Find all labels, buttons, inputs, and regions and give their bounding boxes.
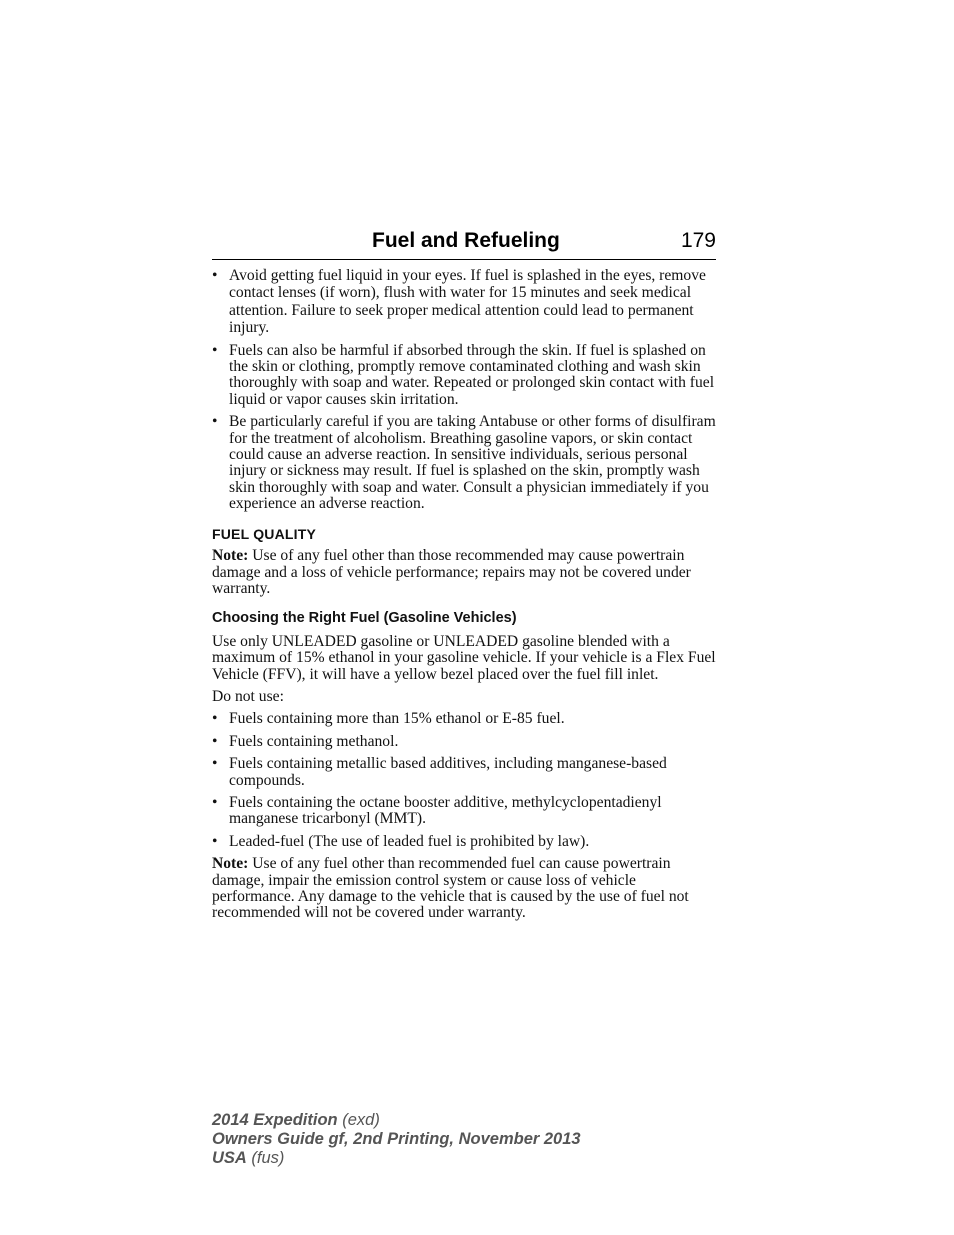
section-heading-fuel-quality: FUEL QUALITY [212,525,317,542]
footer-guide-info: Owners Guide gf, 2nd Printing, November 2013 [212,1130,581,1148]
subsection-heading-choosing-fuel: Choosing the Right Fuel (Gasoline Vehicles) [212,610,517,627]
do-not-use-label: Do not use: [212,687,284,705]
list-item: • Fuels can also be harmful if absorbed through the skin. If fuel is splashed on the skin or clothing, promptly remove contaminated clothing and wash skin thoroughly with soap and water. Repeated or prolonged skin contact with fuel liquid or vapor causes skin irritation. [212,343,718,409]
warranty-note [212,856,718,922]
list-item: • Fuels containing metallic based additives, including manganese-based compounds. [212,756,718,789]
note-label: Note: [212,547,249,565]
note-label: Note: [212,855,249,873]
footer-model: 2014 Expedition [212,1111,338,1129]
footer-region-code: (fus) [246,1149,285,1167]
list-item: • Fuels containing the octane booster additive, methylcyclopentadienyl manganese tricarbonyl (MMT). [212,795,718,828]
list-item: • Fuels containing more than 15% ethanol or E-85 fuel. [212,711,718,727]
choosing-intro: Use only UNLEADED gasoline or UNLEADED gasoline blended with a maximum of 15% ethanol in your gasoline vehicle. If your vehicle is a Flex Fuel Vehicle (FFV), it will have a yellow bezel placed over the fuel fill inlet. [212,632,716,683]
page-content [212,267,718,928]
note-text: Use of any fuel other than recommended fuel can cause powertrain damage, impair the emission control system or cause loss of vehicle performance. Any damage to the vehicle that is caused by the use of fuel not recommended will not be covered under warranty. [212,855,689,922]
chapter-title: Fuel and Refueling [372,229,560,252]
fuel-quality-note [212,548,718,597]
list-item: • Avoid getting fuel liquid in your eyes. If fuel is splashed in the eyes, remove contact lenses (if worn), flush with water for 15 minutes and seek medical attention. Failure to seek proper medical attention could lead to permanent injury. [212,267,718,337]
footer-model-code: (exd) [337,1111,380,1129]
footer-region: USA [212,1149,247,1167]
list-item: • Leaded-fuel (The use of leaded fuel is prohibited by law). [212,834,718,850]
note-text: Use of any fuel other than those recommended may cause powertrain damage and a loss of vehicle performance; repairs may not be covered under warranty. [212,547,691,597]
page-number: 179 [680,229,716,252]
page-header [212,229,716,260]
safety-bullet-list [212,267,718,513]
list-item: • Be particularly careful if you are taking Antabuse or other forms of disulfiram for the treatment of alcoholism. Breathing gasoline vapors, or skin contact could cause an adverse reaction. In sensitive individuals, serious personal injury or sickness may result. If fuel is splashed on the skin, promptly wash skin thoroughly with soap and water. Consult a physician immediately if you experience an adverse reaction. [212,414,718,512]
footer-line-region [212,1149,581,1168]
page-footer [212,1111,581,1168]
footer-line-model [212,1111,581,1130]
footer-line-guide [212,1130,581,1149]
list-item: • Fuels containing methanol. [212,734,718,750]
do-not-use-list [212,711,718,850]
